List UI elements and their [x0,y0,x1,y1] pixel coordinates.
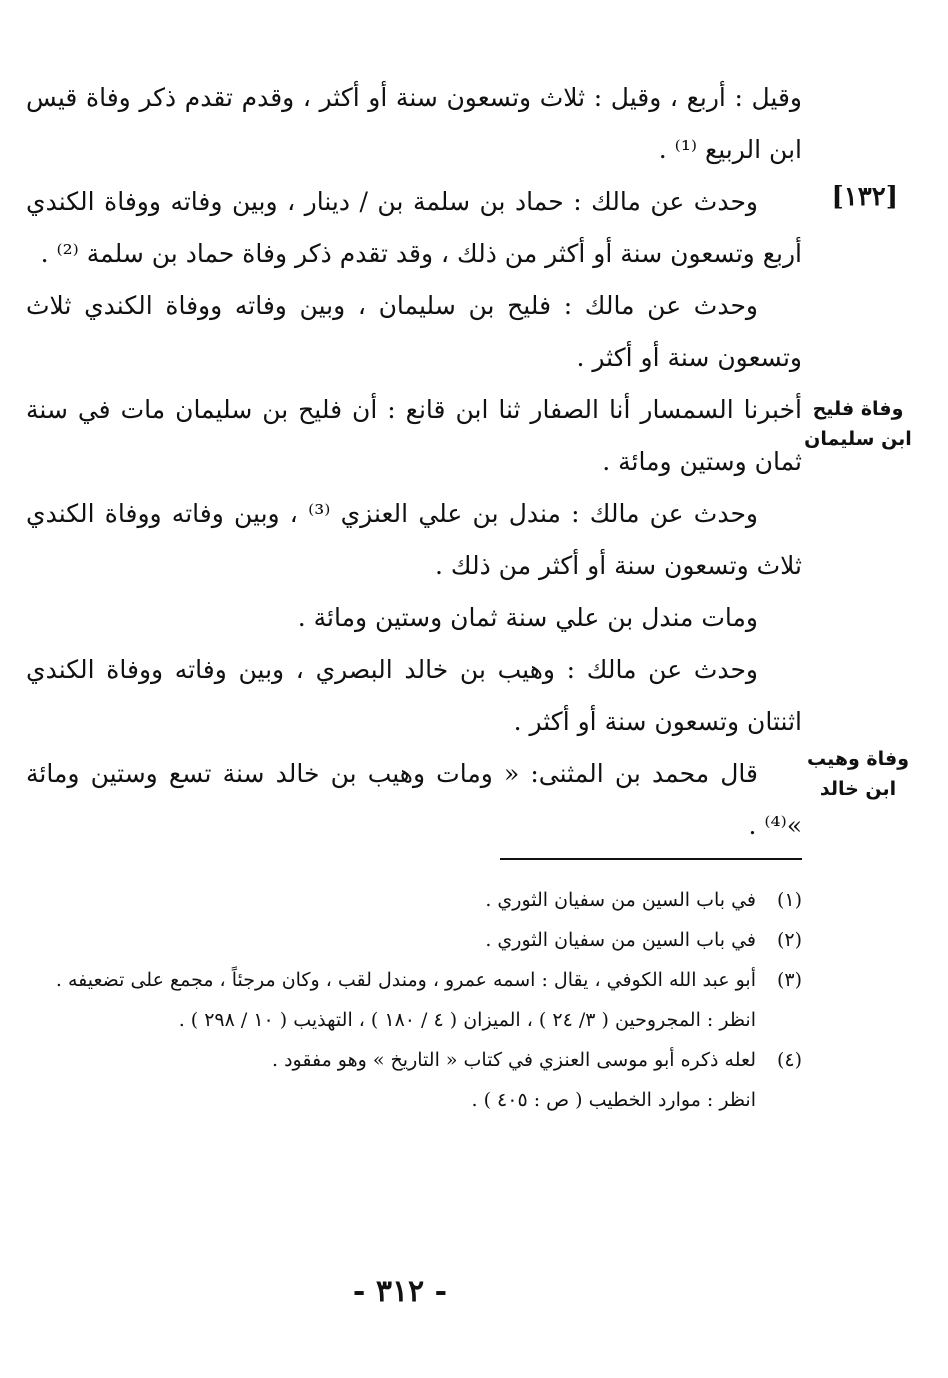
main-text [26,72,802,852]
paragraph-1: وقيل : أربع ، وقيل : ثلاث وتسعون سنة أو أكثر ، وقدم تقدم ذكر وفاة قيس ابن الربيع ⁽¹⁾ . [26,83,802,164]
side-note-line: وفاة وهيب [806,748,910,770]
paragraph-8: قال محمد بن المثنى: « ومات وهيب بن خالد سنة تسع وستين ومائة »⁽⁴⁾ . [26,759,802,840]
footnote-number: (٢) [776,929,802,951]
side-note-line: ابن سليمان [804,428,912,450]
footnote-text: أبو عبد الله الكوفي ، يقال : اسمه عمرو ، ومندل لقب ، وكان مرجئاً ، مجمع على تضعيفه . [55,969,756,991]
paragraph-3: وحدث عن مالك : فليح بن سليمان ، وبين وفاته ووفاة الكندي ثلاث وتسعون سنة أو أكثر . [26,291,802,372]
footnote-2 [26,920,802,960]
footnote-1 [26,880,802,920]
paragraph-2: وحدث عن مالك : حماد بن سلمة بن / دينار ، وبين وفاته ووفاة الكندي أربع وتسعون سنة أو أكثر من ذلك ، وقد تقدم ذكر وفاة حماد بن سلمة ⁽²⁾ . [26,187,802,268]
footnote-3 [26,960,802,1000]
footnote-number: (٣) [776,969,802,991]
footnote-number: (١) [776,889,802,911]
paragraph-7: وحدث عن مالك : وهيب بن خالد البصري ، وبين وفاته ووفاة الكندي اثنتان وتسعون سنة أو أكثر . [26,655,802,736]
paragraph-4: أخبرنا السمسار أنا الصفار ثنا ابن قانع : أن فليح بن سليمان مات في سنة ثمان وستين ومائة . [26,395,802,476]
footnote-text: في باب السين من سفيان الثوري . [485,889,756,911]
footnote-number: (٤) [776,1049,802,1071]
footnote-3-reference: انظر : المجروحين ( ٣/ ٢٤ ) ، الميزان ( ٤ / ١٨٠ ) ، التهذيب ( ١٠ / ٢٩٨ ) . [178,1009,756,1031]
side-note-wuhayb [804,744,912,804]
page-number: - ٣١٢ - [352,1274,448,1309]
footnote-4 [26,1040,802,1080]
paragraph-6: ومات مندل بن علي سنة ثمان وستين ومائة . [297,603,758,632]
paragraph-number: [١٣٢] [831,182,898,212]
side-note-line: وفاة فليح [812,398,904,420]
paragraph-5: وحدث عن مالك : مندل بن علي العنزي ⁽³⁾ ، وبين وفاته ووفاة الكندي ثلاث وتسعون سنة أو أكثر من ذلك . [26,499,802,580]
footnote-separator [500,858,802,860]
side-note-falih [804,394,912,454]
footnote-4-reference: انظر : موارد الخطيب ( ص : ٤٠٥ ) . [471,1089,756,1111]
footnote-text: لعله ذكره أبو موسى العنزي في كتاب « التاريخ » وهو مفقود . [272,1049,756,1071]
footnotes [26,880,802,1120]
footnote-text: في باب السين من سفيان الثوري . [485,929,756,951]
side-note-line: ابن خالد [819,778,897,800]
